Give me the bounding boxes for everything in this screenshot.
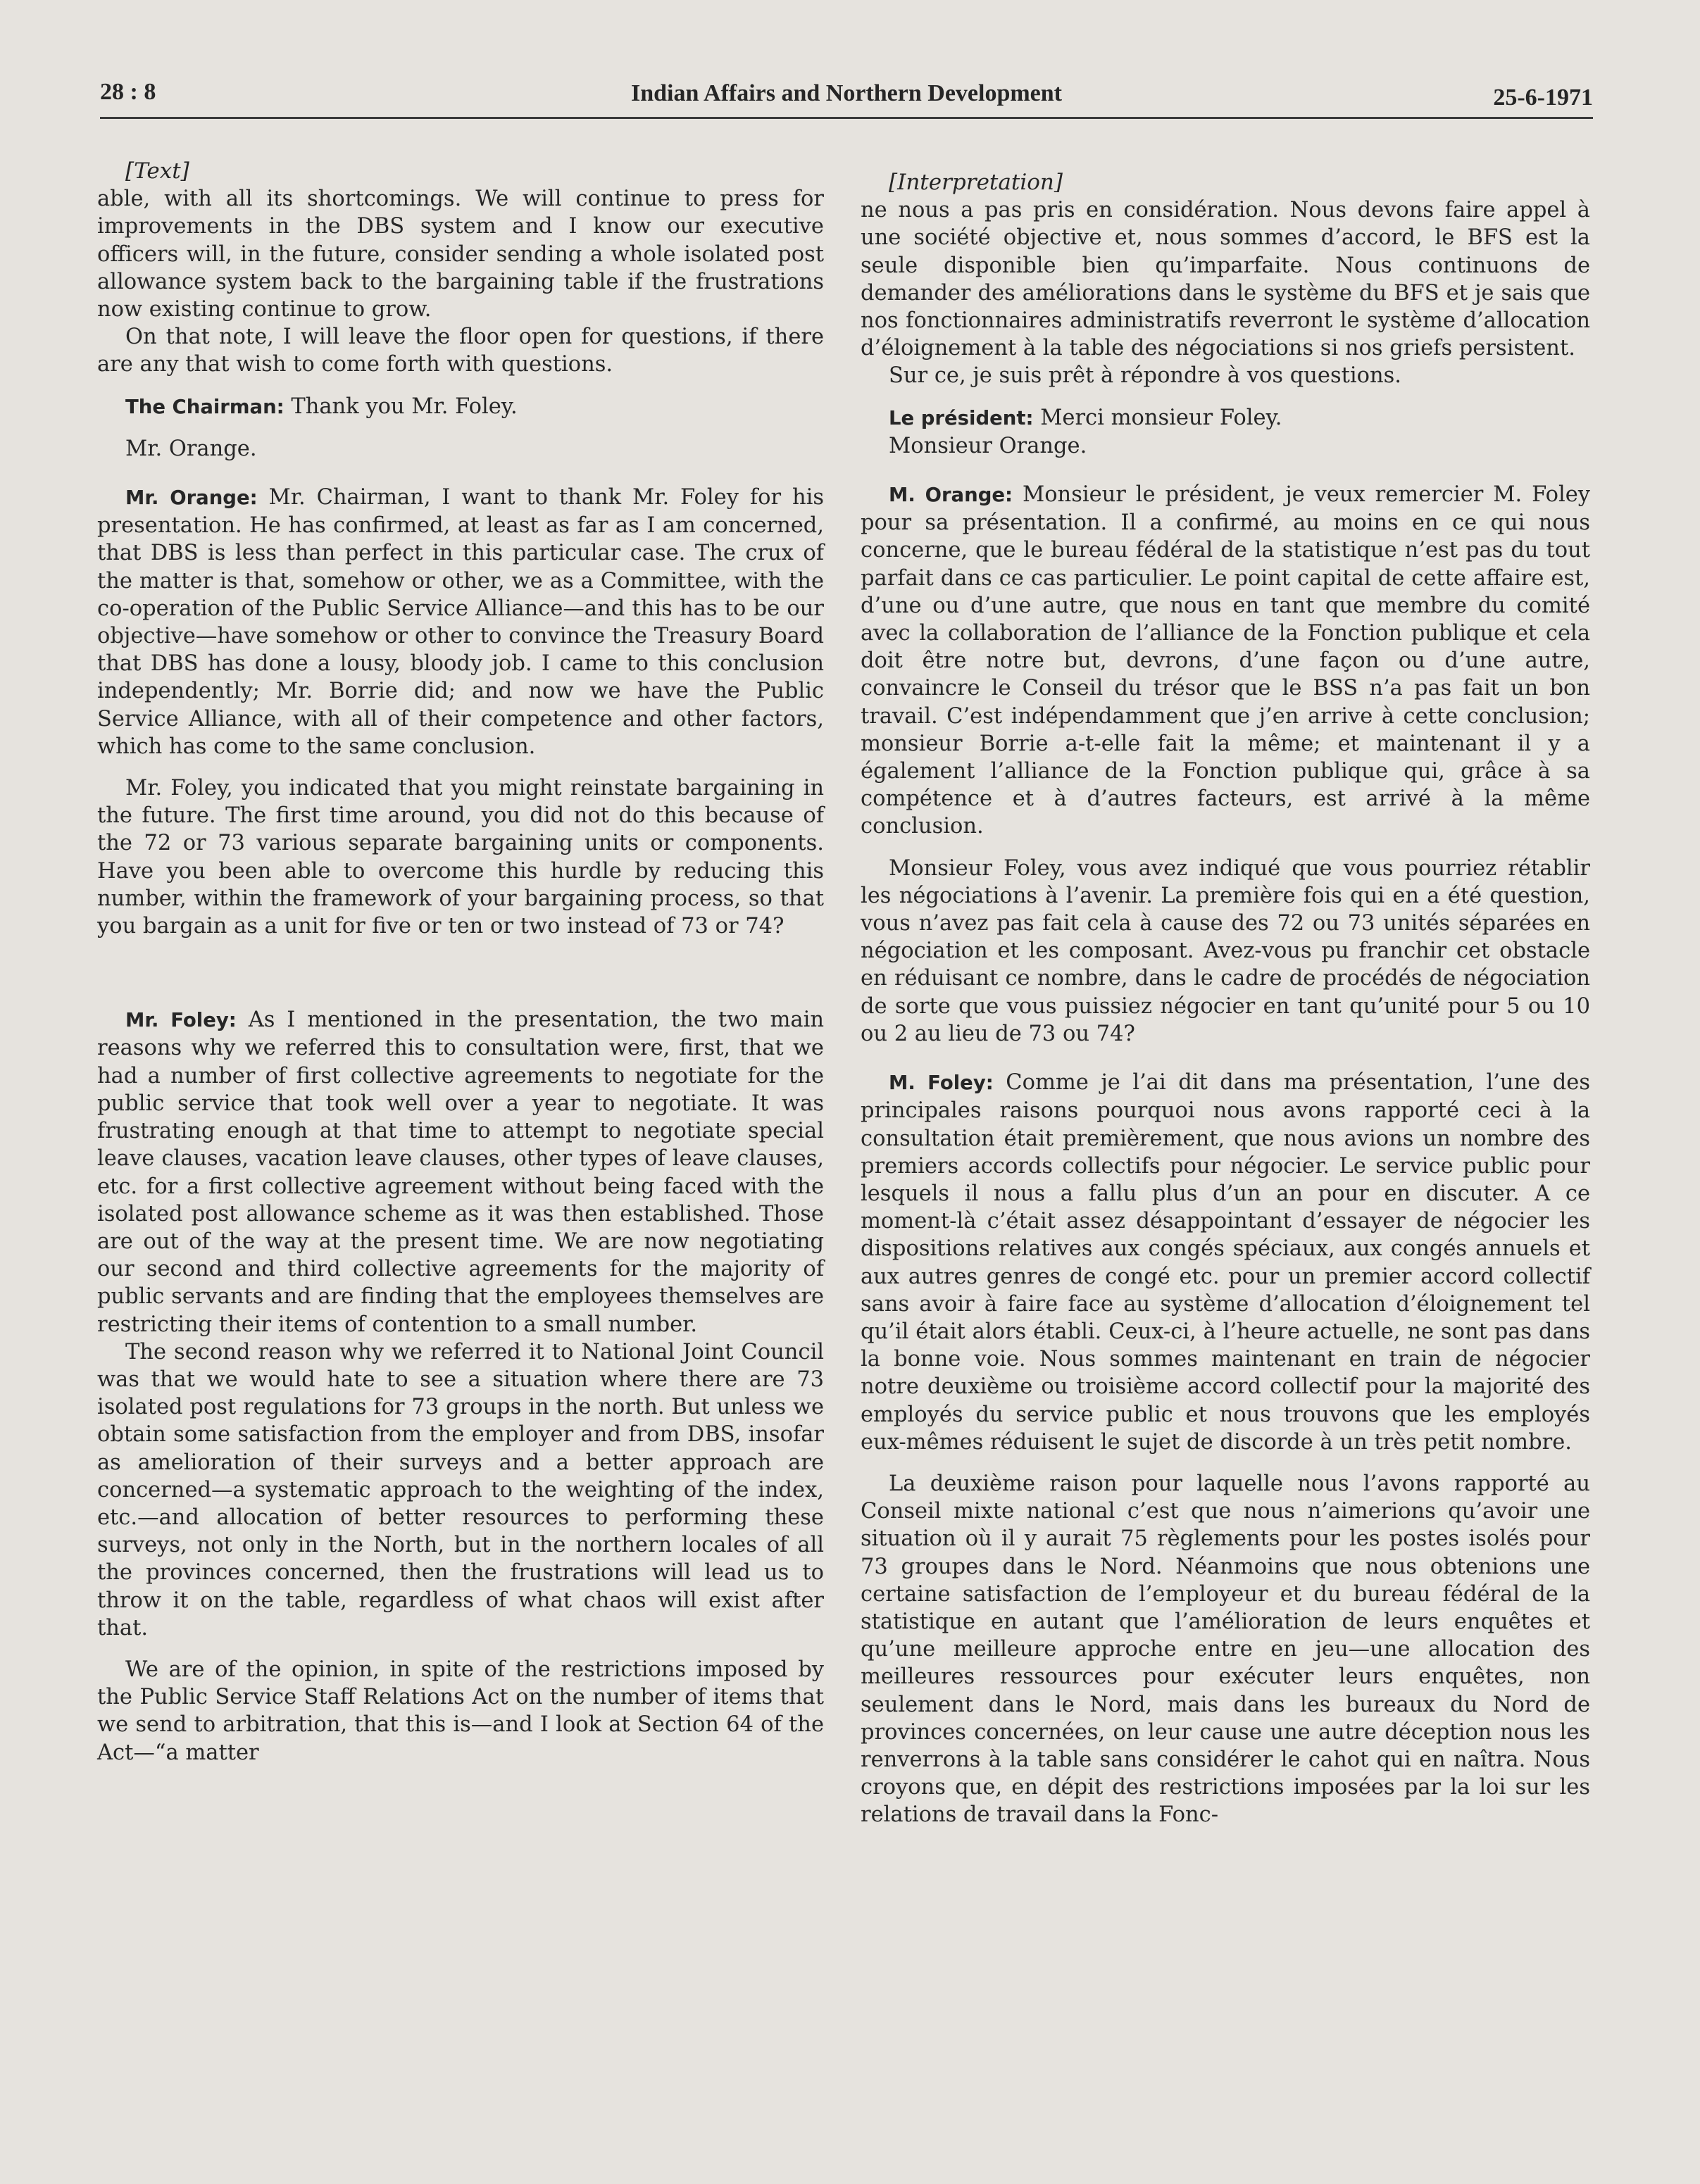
speaker-name: M. Foley:	[889, 1072, 994, 1095]
speech-paragraph: Le président: Merci monsieur Foley.	[889, 405, 1282, 430]
speaker-name: M. Orange:	[889, 484, 1013, 507]
speaker-name: Mr. Orange:	[125, 487, 258, 510]
speech-paragraph: The Chairman: Thank you Mr. Foley.	[125, 394, 518, 419]
page-header	[100, 76, 1593, 119]
speaker-name: Le président:	[889, 406, 1034, 429]
page-number: 28 : 8	[100, 79, 156, 105]
paragraph: La deuxième raison pour laquelle nous l’avons rapporté au Conseil mixte national c’est que nous n’aimerions qu’avoir une situation où il y aurait 75 règlements pour les postes isolés pour 73 groupes dans le Nord. Néanmoins que nous obtenions une certaine satisfaction de l’employeur et du bureau fédéral de la statistique en autant que l’amélioration de leurs enquêtes et qu’une meilleure approche entre en jeu—une allocation des meilleures ressources pour exécuter leurs enquêtes, non seulement dans le Nord, mais dans les bureaux du Nord de provinces concernées, on leur cause une autre déception nous les renverrons à la table sans considérer le cahot qui en naîtra. Nous croyons que, en dépit des restrictions imposées par la loi sur les relations de travail dans la Fonc-	[861, 1471, 1590, 1828]
speaker-name: The Chairman:	[125, 395, 285, 418]
running-title: Indian Affairs and Northern Development	[630, 80, 1063, 106]
paragraph: ne nous a pas pris en considération. Nous devons faire appel à une société objective et, nous sommes d’accord, le BFS est la seule disponible bien qu’imparfaite. Nous continuons de demander des améliorations dans le système du BFS et je sais que nos fonctionnaires administratifs reverront le système d’allocation d’éloignement à la table des négociations si nos griefs persistent.	[861, 198, 1590, 361]
paragraph: Monsieur Orange.	[889, 433, 1087, 458]
paragraph: The second reason why we referred it to National Joint Council was that we would hate to see a situation where there are 73 isolated post regulations for 73 groups in the north. But unless we obtain some satisfaction from the employer and from DBS, insofar as amelioration of their surveys and a better approach are concerned—a systematic approach to the weighting of the index, etc.—and allocation of better resources to performing these surveys, not only in the North, but in the northern locales of all the provinces concerned, then the frustrations will lead us to throw it on the table, regardless of what chaos will exist after that.	[97, 1339, 824, 1640]
paragraph: We are of the opinion, in spite of the restrictions imposed by the Public Service Staff Relations Act on the number of items that we send to arbitration, that this is—and I look at Section 64 of the Act—“a matter	[97, 1657, 824, 1765]
speaker-name: Mr. Foley:	[125, 1009, 237, 1032]
column-tag: [Text]	[125, 158, 189, 184]
paragraph: Mr. Orange.	[125, 436, 257, 461]
speech-paragraph: Mr. Orange: Mr. Chairman, I want to thank Mr. Foley for his presentation. He has confirmed, at least as far as I am concerned, that DBS is less than perfect in this particular case. The crux of the matter is that, somehow or other, we as a Committee, with the co-operation of the Public Service Alliance—and this has to be our objective—have somehow or other to convince the Treasury Board that DBS has done a lousy, bloody job. I came to this conclusion independently; Mr. Borrie did; and now we have the Public Service Alliance, with all of their competence and other factors, which has come to the same conclusion.	[97, 485, 824, 759]
speech-paragraph: Mr. Foley: As I mentioned in the presentation, the two main reasons why we referred this to consultation were, first, that we had a number of first collective agreements to negotiate for the public service that took well over a year to negotiate. It was frustrating enough at that time to attempt to negotiate special leave clauses, vacation leave clauses, other types of leave clauses, etc. for a first collective agreement without being faced with the isolated post allowance scheme as it was then established. Those are out of the way at the present time. We are now negotiating our second and third collective agreements for the majority of public servants and are finding that the employees themselves are restricting their items of contention to a small number.	[97, 1008, 824, 1337]
paragraph: Monsieur Foley, vous avez indiqué que vous pourriez rétablir les négociations à l’avenir. La première fois qui en a été question, vous n’avez pas fait cela à cause des 72 ou 73 unités séparées en négociation et les composant. Avez-vous pu franchir cet obstacle en réduisant ce nombre, dans le cadre de procédés de négociation de sorte que vous puissiez négocier en tant qu’unité pour 5 ou 10 ou 2 au lieu de 73 ou 74?	[861, 855, 1590, 1046]
french-column	[861, 169, 1590, 1829]
speech-paragraph: M. Orange: Monsieur le président, je veux remercier M. Foley pour sa présentation. Il a confirmé, au moins en ce qui nous concerne, que le bureau fédéral de la statistique n’est pas du tout parfait dans ce cas particulier. Le point capital de cette affaire est, d’une ou d’une autre, que nous en tant que membre du comité avec la collaboration de l’alliance de la Fonction publique et cela doit être notre but, devrons, d’une façon ou d’une autre, convaincre le Conseil du trésor que le BSS n’a pas fait un bon travail. C’est indépendamment que j’en arrive à cette conclusion; monsieur Borrie a-t-elle fait la même; et maintenant il y a également l’alliance de la Fonction publique qui, grâce à sa compétence et à d’autres facteurs, est arrivé à la même conclusion.	[861, 482, 1590, 839]
page-date: 25-6-1971	[1493, 84, 1593, 111]
paragraph: On that note, I will leave the floor open for questions, if there are any that wish to come forth with questions.	[97, 325, 824, 377]
speech-paragraph: M. Foley: Comme je l’ai dit dans ma présentation, l’une des principales raisons pourquoi nous avons rapporté ceci à la consultation était premièrement, que nous avions un nombre des premiers accords collectifs pour négocier. Le service public pour lesquels il nous a fallu plus d’un an pour en discuter. A ce moment-là c’était assez désappointant d’essayer de négocier les dispositions relatives aux congés spéciaux, aux congés annuels et aux autres genres de congé etc. pour un premier accord collectif sans avoir à faire face au système d’allocation d’éloignement tel qu’il était alors établi. Ceux-ci, à l’heure actuelle, ne sont pas dans la bonne voie. Nous sommes maintenant en train de négocier notre deuxième ou troisième accord collectif pour la majorité des employés du service public et nous trouvons que les employés eux-mêmes réduisent le sujet de discorde à un très petit nombre.	[861, 1070, 1590, 1455]
paragraph: Mr. Foley, you indicated that you might reinstate bargaining in the future. The first time around, you did not do this because of the 72 or 73 various separate bargaining units or components. Have you been able to overcome this hurdle by reducing this number, within the framework of your bargaining process, so that you bargain as a unit for five or ten or two instead of 73 or 74?	[97, 776, 824, 939]
english-column	[97, 158, 824, 1766]
column-tag: [Interpretation]	[889, 170, 1063, 195]
paragraph: able, with all its shortcomings. We will continue to press for improvements in the DBS system and I know our executive officers will, in the future, consider sending a whole isolated post allowance system back to the bargaining table if the frustrations now existing continue to grow.	[97, 187, 824, 322]
paragraph: Sur ce, je suis prêt à répondre à vos questions.	[889, 363, 1401, 389]
